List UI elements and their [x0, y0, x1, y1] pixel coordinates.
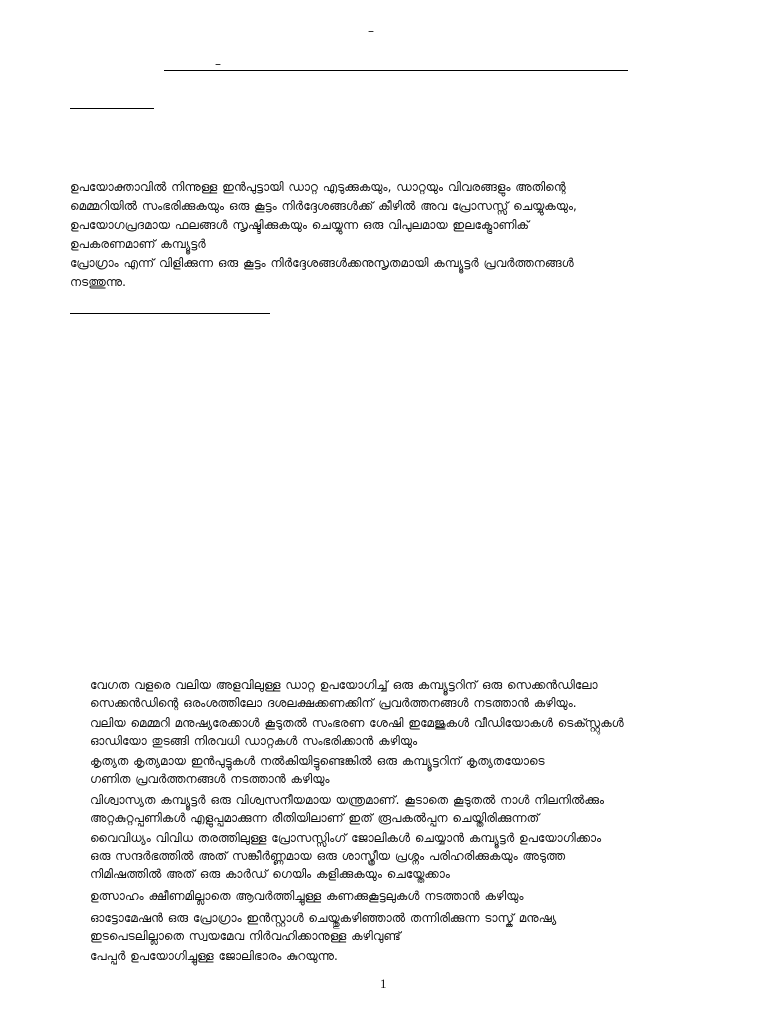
feature-item-automation [90, 909, 698, 945]
feature-item-paper [90, 947, 698, 965]
feature-line: കൃത്യത കൃത്യമായ ഇൻപുട്ടുകൾ നൽകിയിട്ടുണ്ടെങ്കിൽ ഒരു കമ്പ്യൂട്ടറിന് കൃത്യതയോടെ [90, 754, 545, 768]
feature-line: സെക്കൻഡിന്റെ ഒരംശത്തിലോ ദശലക്ഷക്കണക്കിന് പ്രവർത്തനങ്ങൾ നടത്താൻ കഴിയും. [90, 696, 577, 710]
feature-item-reliability [90, 791, 698, 827]
feature-line: ഗണിത പ്രവർത്തനങ്ങൾ നടത്താൻ കഴിയും [90, 772, 330, 786]
intro-line: പ്രോഗ്രാം എന്ന് വിളിക്കുന്ന ഒരു കൂട്ടം നിർദ്ദേശങ്ങൾക്കനുസൃതമായി കമ്പ്യൂട്ടർ പ്രവർത്തനങ്ങൾ [70, 256, 574, 270]
intro-line: ഉപയോഗപ്രദമായ ഫലങ്ങൾ സൃഷ്ടിക്കുകയും ചെയ്യുന്ന ഒരു വിപുലമായ ഇലക്ട്രോണിക് [70, 218, 529, 232]
feature-line: ഓഡിയോ തുടങ്ങി നിരവധി ഡാറ്റകൾ സംഭരിക്കാൻ കഴിയും [90, 734, 418, 748]
feature-line: ഉത്സാഹം ക്ഷീണമില്ലാതെ ആവർത്തിച്ചുള്ള കണക്കുകൂട്ടലുകൾ നടത്താൻ കഴിയും [90, 889, 524, 903]
intro-line: നടത്തുന്നു. [70, 275, 126, 289]
feature-line: ഇടപെടലില്ലാതെ സ്വയമേവ നിർവഹിക്കാനുള്ള കഴിവുണ്ട് [90, 929, 401, 943]
feature-line: പേപ്പർ ഉപയോഗിച്ചുള്ള ജോലിഭാരം കുറയുന്നു. [90, 949, 338, 963]
feature-line: വേഗത വളരെ വലിയ അളവിലുള്ള ഡാറ്റ ഉപയോഗിച്ച് ഒരു കമ്പ്യൂട്ടറിന് ഒരു സെക്കൻഡിലോ [90, 678, 598, 692]
section-heading-rule [70, 108, 154, 109]
feature-line: നിമിഷത്തിൽ അത് ഒരു കാർഡ് ഗെയിം കളിക്കുകയും ചെയ്തേക്കാം [90, 867, 450, 881]
subtitle-rule [164, 70, 628, 71]
feature-line: ഒരു സന്ദർഭത്തിൽ അത് സങ്കീർണ്ണമായ ഒരു ശാസ്ത്രീയ പ്രശ്നം പരിഹരിക്കുകയും അടുത്ത [90, 849, 566, 863]
header-top-dash: – [368, 24, 374, 38]
feature-line: വലിയ മെമ്മറി മനുഷ്യരേക്കാൾ കൂടുതൽ സംഭരണ ശേഷി ഇമേജുകൾ വീഡിയോകൾ ടെക്സ്റ്റുകൾ [90, 716, 624, 730]
page-number: 1 [380, 976, 387, 991]
feature-item-memory [90, 714, 698, 750]
feature-line: വൈവിധ്യം വിവിധ തരത്തിലുള്ള പ്രോസസ്സിംഗ് ജോലികൾ ചെയ്യാൻ കമ്പ്യൂട്ടർ ഉപയോഗിക്കാം [90, 831, 602, 845]
feature-item-accuracy [90, 752, 698, 788]
feature-item-versatility [90, 829, 698, 883]
feature-item-diligence [90, 887, 698, 905]
subtitle-dash: – [215, 57, 221, 71]
feature-line: ഓട്ടോമേഷൻ ഒരു പ്രോഗ്രാം ഇൻസ്റ്റാൾ ചെയ്തുകഴിഞ്ഞാൽ തന്നിരിക്കുന്ന ടാസ്ക് മനുഷ്യ [90, 911, 557, 925]
feature-line: അറ്റകുറ്റപ്പണികൾ എളുപ്പമാക്കുന്ന രീതിയിലാണ് ഇത് രൂപകൽപ്പന ചെയ്തിരിക്കുന്നത് [90, 811, 540, 825]
feature-line: വിശ്വാസ്യത കമ്പ്യൂട്ടർ ഒരു വിശ്വസനീയമായ യന്ത്രമാണ്. കൂടാതെ കൂടുതൽ നാൾ നിലനിൽക്കും [90, 793, 605, 807]
section-heading-rule-2 [70, 313, 270, 314]
intro-line: ഉപകരണമാണ് കമ്പ്യൂട്ടർ [70, 237, 206, 251]
intro-paragraph [70, 178, 698, 292]
intro-line: മെമ്മറിയിൽ സംഭരിക്കുകയും ഒരു കൂട്ടം നിർദ്ദേശങ്ങൾക്ക് കീഴിൽ അവ പ്രോസസ്സ് ചെയ്യുകയും, [70, 199, 577, 213]
intro-line: ഉപയോക്താവിൽ നിന്നുള്ള ഇൻപുട്ടായി ഡാറ്റ എടുക്കുകയും, ഡാറ്റയും വിവരങ്ങളും അതിന്റെ [70, 180, 566, 194]
feature-item-speed [90, 676, 698, 712]
